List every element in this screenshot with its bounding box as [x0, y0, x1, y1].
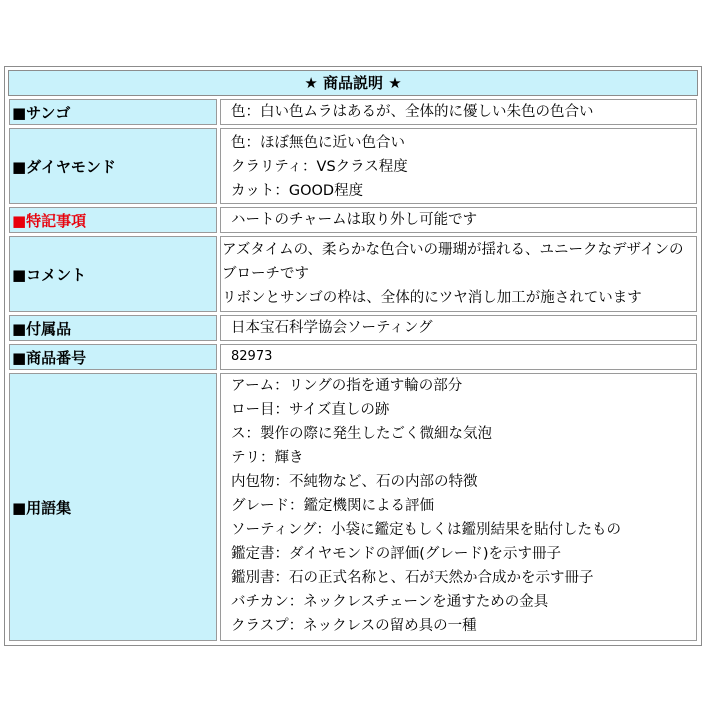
value-product-number: [220, 344, 697, 370]
value-line: 82973: [231, 349, 273, 364]
row-glossary: [6, 373, 700, 641]
value-line: クラリティ：VSクラス程度: [231, 159, 408, 175]
table-title: ★ 商品説明 ★: [8, 70, 698, 96]
value-special-notes: [220, 207, 697, 233]
product-description-table: [4, 66, 702, 646]
value-line: 日本宝石科学協会ソーティング: [231, 320, 433, 336]
value-line: ブローチです: [222, 266, 309, 282]
glossary-item: ソーティング：小袋に鑑定もしくは鑑別結果を貼付したもの: [231, 522, 622, 538]
value-diamond: [220, 128, 697, 204]
glossary-item: 内包物：不純物など、石の内部の特徴: [231, 474, 478, 490]
value-line: リボンとサンゴの枠は、全体的にツヤ消し加工が施されています: [222, 290, 642, 306]
glossary-item: テリ：輝き: [231, 450, 304, 466]
label-glossary: ■用語集: [9, 373, 217, 641]
label-comment: ■コメント: [9, 236, 217, 312]
glossary-item: 鑑定書：ダイヤモンドの評価(グレード)を示す冊子: [231, 546, 562, 562]
glossary-item: ロー目：サイズ直しの跡: [231, 402, 390, 418]
glossary-item: バチカン：ネックレスチェーンを通すための金具: [231, 594, 549, 610]
label-sango: ■サンゴ: [9, 99, 217, 125]
row-sango: [6, 99, 700, 125]
row-comment: [6, 236, 700, 312]
value-line: カット：GOOD程度: [231, 183, 364, 199]
label-accessories: ■付属品: [9, 315, 217, 341]
glossary-item: クラスプ：ネックレスの留め具の一種: [231, 618, 477, 634]
value-line: 色：白い色ムラはあるが、全体的に優しい朱色の色合い: [231, 104, 594, 120]
value-line: ハートのチャームは取り外し可能です: [231, 212, 478, 228]
label-diamond: ■ダイヤモンド: [9, 128, 217, 204]
value-comment: [220, 236, 697, 312]
row-product-number: [6, 344, 700, 370]
glossary-item: 鑑別書：石の正式名称と、石が天然か合成かを示す冊子: [231, 570, 594, 586]
row-diamond: [6, 128, 700, 204]
value-accessories: [220, 315, 697, 341]
value-line: アズタイムの、柔らかな色合いの珊瑚が揺れる、ユニークなデザインの: [222, 242, 684, 258]
label-special-notes: ■特記事項: [9, 207, 217, 233]
row-special-notes: [6, 207, 700, 233]
value-line: 色：ほぼ無色に近い色合い: [231, 135, 405, 151]
glossary-item: ス：製作の際に発生したごく微細な気泡: [231, 426, 492, 442]
value-glossary: [220, 373, 697, 641]
label-product-number: ■商品番号: [9, 344, 217, 370]
glossary-item: グレード：鑑定機関による評価: [231, 498, 434, 514]
row-accessories: [6, 315, 700, 341]
value-sango: [220, 99, 697, 125]
glossary-item: アーム：リングの指を通す輪の部分: [231, 378, 463, 394]
